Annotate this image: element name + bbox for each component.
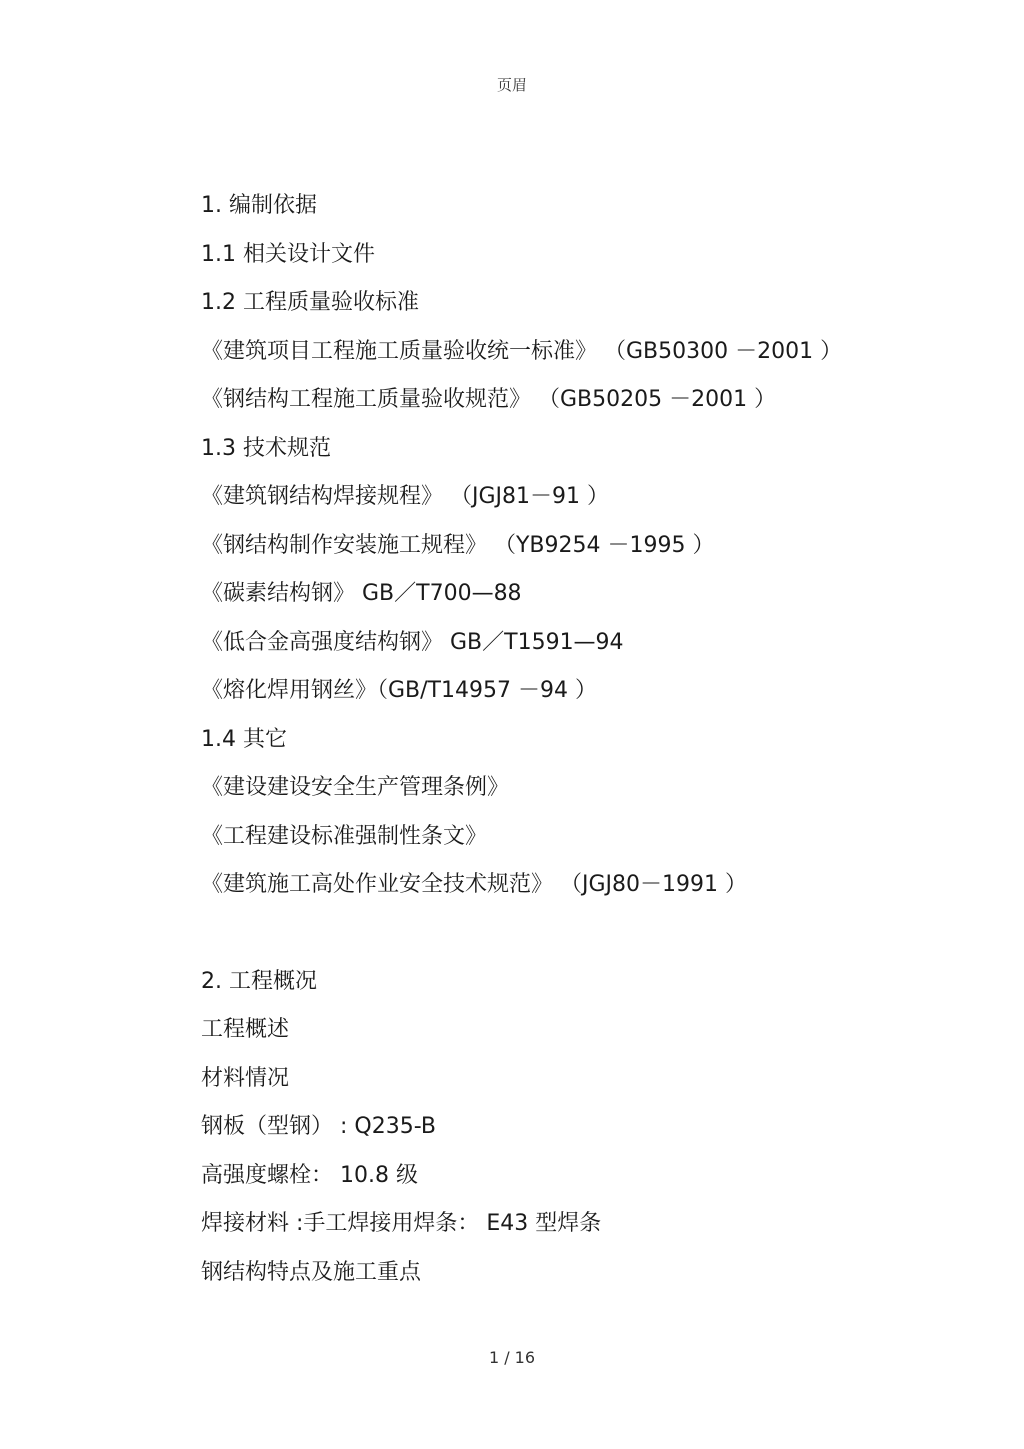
paragraph-line: 高强度螺栓： 10.8 级 xyxy=(201,1162,418,1188)
page-header: 页眉 xyxy=(496,76,527,94)
paragraph-spacer xyxy=(201,914,921,962)
standard-reference: 《建筑项目工程施工质量验收统一标准》 （GB50300 －2001 ） xyxy=(201,338,843,364)
standard-reference: 《建设建设安全生产管理条例》 xyxy=(201,775,510,800)
paragraph-line: 材料情况 xyxy=(201,1065,290,1091)
standard-reference: 《钢结构制作安装施工规程》 （YB9254 －1995 ） xyxy=(201,532,715,558)
subsection-heading-1-1: 1.1 相关设计文件 xyxy=(201,241,375,267)
subsection-heading-1-3: 1.3 技术规范 xyxy=(201,435,331,461)
subsection-heading-1-4: 1.4 其它 xyxy=(201,726,287,752)
paragraph-line: 钢板（型钢） : Q235-B xyxy=(201,1114,436,1139)
page-indicator: 1 / 16 xyxy=(488,1348,536,1367)
standard-reference: 《钢结构工程施工质量验收规范》 （GB50205 －2001 ） xyxy=(201,387,777,412)
section-heading-2: 2. 工程概况 xyxy=(201,968,317,994)
standard-reference: 《建筑施工高处作业安全技术规范》 （JGJ80－1991 ） xyxy=(201,872,747,897)
paragraph-line: 焊接材料 :手工焊接用焊条： E43 型焊条 xyxy=(201,1211,602,1236)
paragraph-line: 钢结构特点及施工重点 xyxy=(201,1259,422,1285)
section-heading-1: 1. 编制依据 xyxy=(201,193,317,218)
standard-reference: 《建筑钢结构焊接规程》 （JGJ81－91 ） xyxy=(201,484,610,509)
standard-reference: 《低合金高强度结构钢》 GB／T1591—94 xyxy=(201,629,624,655)
subsection-heading-1-2: 1.2 工程质量验收标准 xyxy=(201,290,419,315)
document-body xyxy=(201,186,921,1301)
standard-reference: 《碳素结构钢》 GB／T700—88 xyxy=(201,581,522,606)
standard-reference: 《熔化焊用钢丝》（GB/T14957 －94 ） xyxy=(201,678,597,703)
standard-reference: 《工程建设标准强制性条文》 xyxy=(201,823,488,849)
paragraph-line: 工程概述 xyxy=(201,1017,290,1042)
